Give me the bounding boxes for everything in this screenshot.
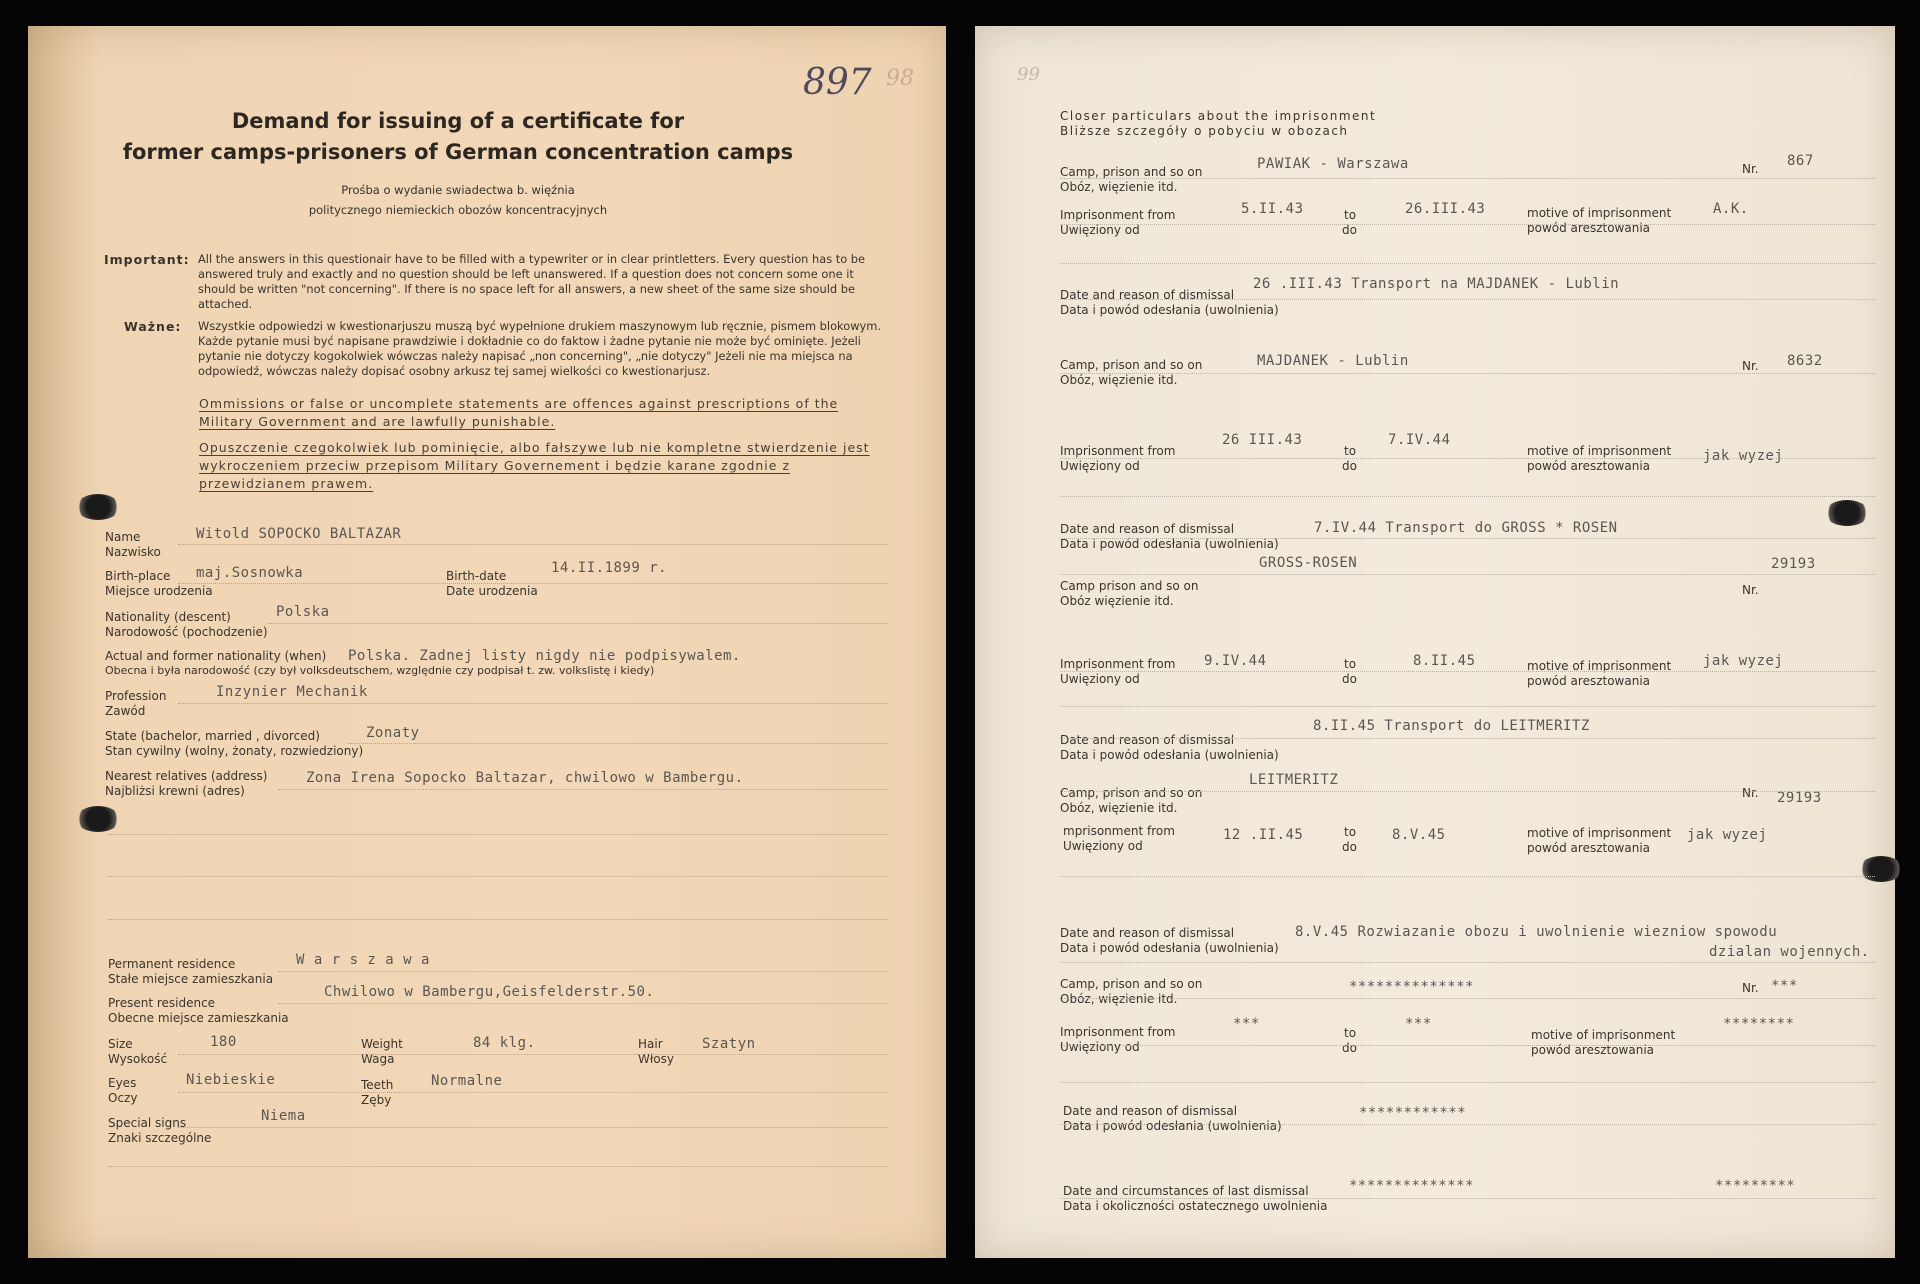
camp-3-dismissal: 8.II.45 Transport do LEITMERITZ <box>1313 718 1590 734</box>
present-residence-label-en: Present residence <box>108 996 216 1010</box>
dismissal-label-en: Date and reason of dismissal <box>1060 926 1235 940</box>
imprisonment-label-en: Imprisonment from <box>1060 208 1176 222</box>
camp-label-en: Camp, prison and so on <box>1060 977 1203 991</box>
size-value: 180 <box>210 1034 237 1050</box>
imprisonment-label-pl: Uwięziony od <box>1063 839 1143 853</box>
warning-english: Ommissions or false or uncomplete statements are offences against prescriptions of the Military Government and are lawfully punishable. <box>199 396 839 429</box>
actual-nationality-label-pl: Obecna i była narodowość (czy był volksdeutschem, względnie czy podpisał t. zw. volkslistę i kiedy) <box>105 664 655 677</box>
state-label-en: State (bachelor, married , divorced) <box>105 729 320 743</box>
eyes-label-en: Eyes <box>108 1076 137 1090</box>
hair-value: Szatyn <box>702 1036 756 1052</box>
special-signs-label-en: Special signs <box>108 1116 187 1130</box>
nr-label: Nr. <box>1742 786 1759 800</box>
to-label-pl: do <box>1342 840 1357 854</box>
camp-5-dismissal: ************ <box>1359 1105 1467 1121</box>
last-dismissal-label-en: Date and circumstances of last dismissal <box>1063 1184 1309 1198</box>
camp-label-pl: Obóz więzienie itd. <box>1060 594 1174 608</box>
important-label: Important: <box>104 252 190 267</box>
name-label-en: Name <box>105 530 141 544</box>
permanent-residence-label-en: Permanent residence <box>108 957 236 971</box>
to-label-en: to <box>1344 208 1357 222</box>
permanent-residence-value: W a r s z a w a <box>296 952 430 968</box>
imprisonment-label-pl: Uwięziony od <box>1060 459 1140 473</box>
weight-value: 84 klg. <box>473 1035 536 1051</box>
teeth-value: Normalne <box>431 1073 503 1089</box>
camp-2-from: 26 III.43 <box>1222 432 1303 448</box>
motive-label-pl: powód aresztowania <box>1531 1043 1655 1057</box>
form-subtitle-line1: Prośba o wydanie swiadectwa b. więźnia <box>341 183 575 197</box>
to-label-pl: do <box>1342 459 1357 473</box>
to-label-pl: do <box>1342 223 1357 237</box>
camp-2-to: 7.IV.44 <box>1388 432 1451 448</box>
punch-hole <box>1859 856 1903 882</box>
questionnaire-page-front <box>28 26 946 1258</box>
size-label-en: Size <box>108 1037 133 1051</box>
birth-date-label-pl: Date urodzenia <box>446 584 538 598</box>
hair-label-pl: Włosy <box>638 1052 674 1066</box>
profession-label-en: Profession <box>105 689 167 703</box>
camp-1-dismissal: 26 .III.43 Transport na MAJDANEK - Lublin <box>1253 276 1620 292</box>
dismissal-label-pl: Data i powód odesłania (uwolnienia) <box>1060 748 1279 762</box>
to-label-en: to <box>1344 825 1357 839</box>
motive-label-pl: powód aresztowania <box>1527 841 1651 855</box>
to-label-en: to <box>1344 1026 1357 1040</box>
camp-4-motive: jak wyzej <box>1687 827 1768 843</box>
present-residence-label-pl: Obecne miejsce zamieszkania <box>108 1011 289 1025</box>
size-label-pl: Wysokość <box>108 1052 168 1066</box>
camp-4-number: 29193 <box>1777 790 1822 806</box>
nr-label: Nr. <box>1742 583 1759 597</box>
nationality-label-en: Nationality (descent) <box>105 610 231 624</box>
last-dismissal-label-pl: Data i okoliczności ostatecznego uwolnienia <box>1063 1199 1328 1213</box>
camp-2-motive: jak wyzej <box>1703 448 1784 464</box>
dismissal-label-en: Date and reason of dismissal <box>1060 522 1235 536</box>
camp-1-number: 867 <box>1787 153 1814 169</box>
camp-label-en: Camp, prison and so on <box>1060 786 1203 800</box>
punch-hole <box>76 494 120 520</box>
actual-nationality-value: Polska. Zadnej listy nigdy nie podpisywalem. <box>348 648 741 664</box>
section-heading-pl: Bliższe szczegóły o pobyciu w obozach <box>1060 124 1349 138</box>
teeth-label-en: Teeth <box>361 1078 394 1092</box>
camp-5-from: *** <box>1233 1016 1260 1032</box>
name-label-pl: Nazwisko <box>105 545 161 559</box>
state-value: Zonaty <box>366 725 420 741</box>
page-number-handwritten: 897 <box>803 62 872 103</box>
state-label-pl: Stan cywilny (wolny, żonaty, rozwiedziony) <box>105 744 364 758</box>
dismissal-label-pl: Data i powód odesłania (uwolnienia) <box>1060 941 1279 955</box>
warning-polish: Opuszczenie czegokolwiek lub pominięcie, albo fałszywe lub nie kompletne stwierdzenie jest wykroczeniem przeciw przepisom Military Governement i będzie karane zgodnie z przewidzianem prawem. <box>199 440 870 491</box>
camp-5-name: ************** <box>1349 979 1475 995</box>
camp-label-en: Camp, prison and so on <box>1060 165 1203 179</box>
to-label-pl: do <box>1342 672 1357 686</box>
to-label-en: to <box>1344 444 1357 458</box>
camp-3-motive: jak wyzej <box>1703 653 1784 669</box>
imprisonment-label-en: Imprisonment from <box>1060 657 1176 671</box>
last-dismissal-value: ************** <box>1349 1178 1475 1194</box>
camp-2-name: MAJDANEK - Lublin <box>1257 353 1409 369</box>
name-value: Witold SOPOCKO BALTAZAR <box>196 526 402 542</box>
wazne-text: Wszystkie odpowiedzi w kwestionarjuszu muszą być wypełnione drukiem maszynowym lub ręcznie, pismem blokowym. Każde pytanie musi być napisane prawdziwie i dokładnie co do faktow i żadne pytanie nie może być ominięte. Jeżeli pytanie nie dotyczy kogokolwiek wówczas należy napisać „non concerning", „nie dotyczy" Jeżeli nie ma miejsca na odpowiedź, wówczas należy dopisać osobny arkusz tej samej wielkości co kwestionarjusz. <box>198 319 881 378</box>
motive-label-en: motive of imprisonment <box>1527 206 1672 220</box>
camp-1-motive: A.K. <box>1713 201 1749 217</box>
camp-2-dismissal: 7.IV.44 Transport do GROSS * ROSEN <box>1314 520 1618 536</box>
dismissal-label-en: Date and reason of dismissal <box>1060 733 1235 747</box>
camp-1-from: 5.II.43 <box>1241 201 1304 217</box>
motive-label-en: motive of imprisonment <box>1527 826 1672 840</box>
motive-label-pl: powód aresztowania <box>1527 221 1651 235</box>
punch-hole <box>1825 500 1869 526</box>
motive-label-pl: powód aresztowania <box>1527 674 1651 688</box>
birth-date-label-en: Birth-date <box>446 569 507 583</box>
birth-place-label-en: Birth-place <box>105 569 171 583</box>
form-title-line2: former camps-prisoners of German concentration camps <box>122 140 794 164</box>
camp-2-number: 8632 <box>1787 353 1823 369</box>
camp-1-name: PAWIAK - Warszawa <box>1257 156 1409 172</box>
camp-4-name: LEITMERITZ <box>1249 772 1339 788</box>
imprisonment-label-pl: Uwięziony od <box>1060 223 1140 237</box>
camp-3-name: GROSS-ROSEN <box>1259 555 1358 571</box>
camp-5-number: *** <box>1771 978 1798 994</box>
to-label-pl: do <box>1342 1041 1357 1055</box>
camp-4-dismissal-line2: dzialan wojennych. <box>1709 944 1870 960</box>
page-number-faint: 99 <box>1017 64 1040 85</box>
nr-label: Nr. <box>1742 162 1759 176</box>
camp-label-pl: Obóz, więzienie itd. <box>1060 801 1178 815</box>
weight-label-pl: Waga <box>361 1052 395 1066</box>
camp-label-en: Camp prison and so on <box>1060 579 1199 593</box>
questionnaire-page-back <box>975 26 1895 1258</box>
page-number-faint: 98 <box>886 66 914 91</box>
dismissal-label-pl: Data i powód odesłania (uwolnienia) <box>1063 1119 1282 1133</box>
birth-date-value: 14.II.1899 r. <box>551 560 668 576</box>
camp-4-to: 8.V.45 <box>1392 827 1446 843</box>
dismissal-label-en: Date and reason of dismissal <box>1060 288 1235 302</box>
camp-label-en: Camp, prison and so on <box>1060 358 1203 372</box>
nationality-value: Polska <box>276 604 330 620</box>
imprisonment-label-pl: Uwięziony od <box>1060 1040 1140 1054</box>
camp-5-to: *** <box>1405 1016 1432 1032</box>
eyes-value: Niebieskie <box>186 1072 276 1088</box>
permanent-residence-label-pl: Stałe miejsce zamieszkania <box>108 972 274 986</box>
camp-1-to: 26.III.43 <box>1405 201 1486 217</box>
dismissal-label-pl: Data i powód odesłania (uwolnienia) <box>1060 537 1279 551</box>
camp-3-number: 29193 <box>1771 556 1816 572</box>
profession-label-pl: Zawód <box>105 704 146 718</box>
wazne-label: Ważne: <box>124 319 182 334</box>
relatives-label-pl: Najbliżsi krewni (adres) <box>105 784 245 798</box>
actual-nationality-label-en: Actual and former nationality (when) <box>105 649 327 663</box>
motive-label-en: motive of imprisonment <box>1527 444 1672 458</box>
birth-place-value: maj.Sosnowka <box>196 565 304 581</box>
to-label-en: to <box>1344 657 1357 671</box>
camp-3-to: 8.II.45 <box>1413 653 1476 669</box>
camp-4-from: 12 .II.45 <box>1223 827 1304 843</box>
form-title-line1: Demand for issuing of a certificate for <box>231 109 685 133</box>
last-dismissal-extra: ********* <box>1715 1178 1796 1194</box>
teeth-label-pl: Zęby <box>361 1093 392 1107</box>
imprisonment-label-en: Imprisonment from <box>1060 1025 1176 1039</box>
birth-place-label-pl: Miejsce urodzenia <box>105 584 213 598</box>
camp-3-from: 9.IV.44 <box>1204 653 1267 669</box>
camp-label-pl: Obóz, więzienie itd. <box>1060 373 1178 387</box>
special-signs-value: Niema <box>261 1108 306 1124</box>
motive-label-en: motive of imprisonment <box>1531 1028 1676 1042</box>
punch-hole <box>76 806 120 832</box>
relatives-value: Zona Irena Sopocko Baltazar, chwilowo w Bambergu. <box>306 770 744 786</box>
motive-label-pl: powód aresztowania <box>1527 459 1651 473</box>
imprisonment-label-en: Imprisonment from <box>1060 444 1176 458</box>
camp-4-dismissal-line1: 8.V.45 Rozwiazanie obozu i uwolnienie wiezniow spowodu <box>1295 924 1778 940</box>
imprisonment-label-pl: Uwięziony od <box>1060 672 1140 686</box>
special-signs-label-pl: Znaki szczególne <box>108 1131 212 1145</box>
camp-label-pl: Obóz, więzienie itd. <box>1060 992 1178 1006</box>
imprisonment-label-en: mprisonment from <box>1063 824 1175 838</box>
dismissal-label-en: Date and reason of dismissal <box>1063 1104 1238 1118</box>
weight-label-en: Weight <box>361 1037 403 1051</box>
eyes-label-pl: Oczy <box>108 1091 138 1105</box>
important-text: All the answers in this questionair have to be filled with a typewriter or in clear printletters. Every question has to be answered truly and exactly and no question should be left unanswered. If a question does not concern some one it should be written "not concerning". If there is no space left for all answers, a new sheet of the same size should be attached. <box>198 252 866 311</box>
form-subtitle-line2: politycznego niemieckich obozów koncentracyjnych <box>308 203 608 217</box>
relatives-label-en: Nearest relatives (address) <box>105 769 268 783</box>
nationality-label-pl: Narodowość (pochodzenie) <box>105 625 268 639</box>
motive-label-en: motive of imprisonment <box>1527 659 1672 673</box>
nr-label: Nr. <box>1742 981 1759 995</box>
profession-value: Inzynier Mechanik <box>216 684 368 700</box>
section-heading-en: Closer particulars about the imprisonment <box>1060 109 1377 123</box>
camp-label-pl: Obóz, więzienie itd. <box>1060 180 1178 194</box>
dismissal-label-pl: Data i powód odesłania (uwolnienia) <box>1060 303 1279 317</box>
present-residence-value: Chwilowo w Bambergu,Geisfelderstr.50. <box>324 984 655 1000</box>
nr-label: Nr. <box>1742 359 1759 373</box>
hair-label-en: Hair <box>638 1037 663 1051</box>
camp-5-motive: ******** <box>1723 1016 1795 1032</box>
